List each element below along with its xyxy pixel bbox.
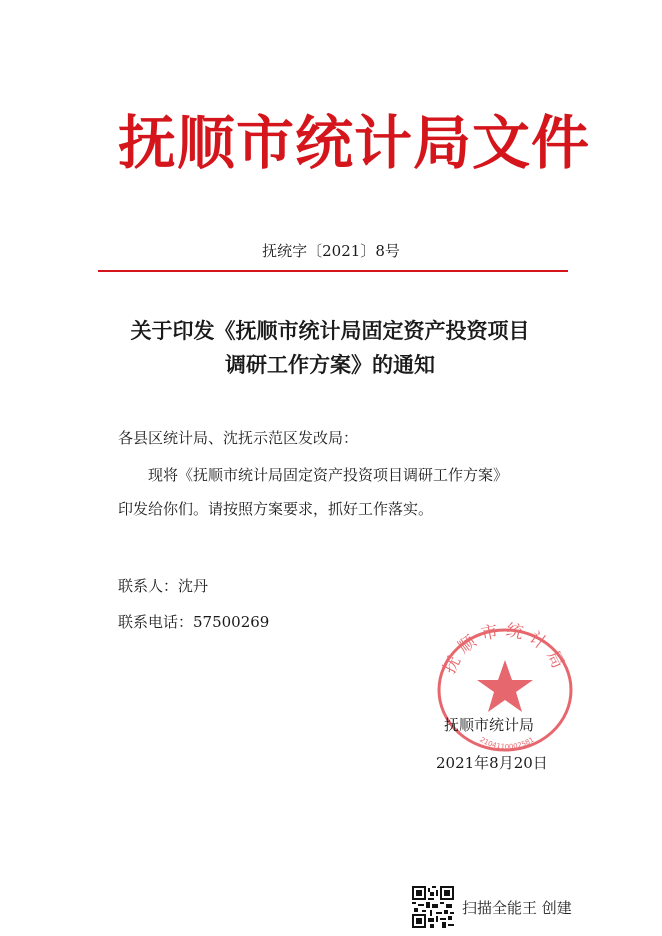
recipient-line: 各县区统计局、沈抚示范区发改局： xyxy=(118,429,359,447)
document-header-title: 抚顺市统计局文件 xyxy=(118,109,591,177)
body-paragraph-line-1: 现将《抚顺市统计局固定资产投资项目调研工作方案》 xyxy=(148,466,509,484)
signing-organization: 抚顺市统计局 xyxy=(444,716,535,734)
contact-person: 联系人：沈丹 xyxy=(118,577,209,595)
seal-star-icon xyxy=(477,660,533,712)
document-number: 抚统字〔2021〕8号 xyxy=(262,242,400,260)
header-red-rule xyxy=(98,270,568,272)
document-title xyxy=(90,314,570,382)
official-seal-stamp xyxy=(428,618,580,758)
seal-text: 抚顺市统计局 xyxy=(439,620,571,678)
document-title-line-1: 关于印发《抚顺市统计局固定资产投资项目 xyxy=(130,319,530,343)
signing-date: 2021年8月20日 xyxy=(436,754,548,772)
contact-phone: 联系电话：57500269 xyxy=(118,613,270,631)
qr-code-icon[interactable] xyxy=(412,886,454,928)
scanner-watermark-label: 扫描全能王 创建 xyxy=(462,899,572,917)
document-title-line-2: 调研工作方案》的通知 xyxy=(225,353,435,377)
body-paragraph-line-2: 印发给你们。请按照方案要求，抓好工作落实。 xyxy=(118,500,434,518)
seal-code: 2104110002581 xyxy=(478,735,536,752)
